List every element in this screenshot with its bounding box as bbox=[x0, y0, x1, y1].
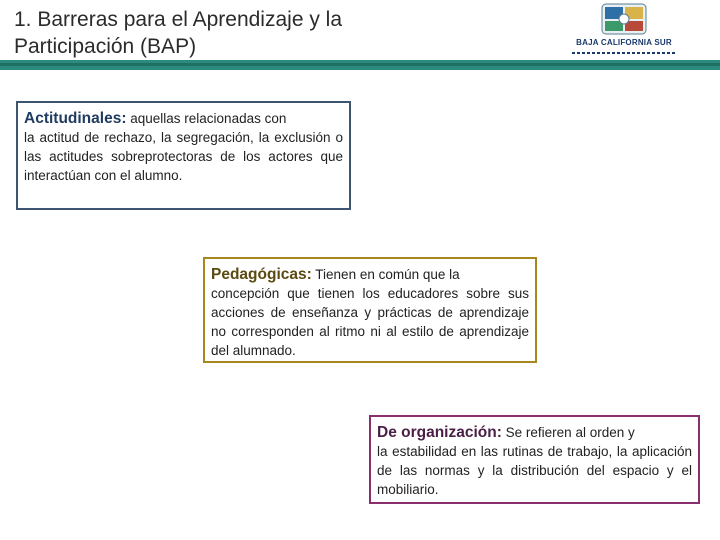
card-body: la estabilidad en las rutinas de trabajo, la aplicación de las normas y la distribución del espacio y el mobiliario. bbox=[377, 444, 692, 497]
card-lead-text: Se refieren al orden y bbox=[505, 425, 635, 440]
card-heading: De organización: bbox=[377, 424, 502, 441]
card-first-line bbox=[377, 423, 692, 442]
card-body: concepción que tienen los educadores sobre sus acciones de enseñanza y prácticas de aprendizaje no corresponden al ritmo ni al estilo de aprendizaje del alumnado. bbox=[211, 286, 529, 358]
header-bar bbox=[0, 60, 720, 70]
card-heading: Pedagógicas: bbox=[211, 266, 312, 283]
card-organizacion bbox=[369, 415, 700, 504]
page-title bbox=[14, 6, 534, 60]
state-logo bbox=[566, 2, 682, 60]
logo-tagline-strip bbox=[572, 52, 676, 54]
coat-of-arms-icon bbox=[566, 2, 682, 38]
card-body: la actitud de rechazo, la segregación, la exclusión o las actitudes sobreprotectoras de los actores que interactúan con el alumno. bbox=[24, 130, 343, 183]
card-heading: Actitudinales: bbox=[24, 110, 127, 127]
card-lead-text: aquellas relacionadas con bbox=[130, 111, 287, 126]
page-title-line-1: 1. Barreras para el Aprendizaje y la bbox=[14, 8, 343, 31]
card-actitudinales bbox=[16, 101, 351, 210]
card-first-line bbox=[211, 265, 529, 284]
header-bar-stripe bbox=[0, 63, 720, 66]
card-first-line bbox=[24, 109, 343, 128]
card-lead-text: Tienen en común que la bbox=[315, 267, 460, 282]
card-pedagogicas bbox=[203, 257, 537, 363]
logo-name: BAJA CALIFORNIA SUR bbox=[576, 38, 672, 47]
page-title-line-2: Participación (BAP) bbox=[14, 35, 197, 58]
